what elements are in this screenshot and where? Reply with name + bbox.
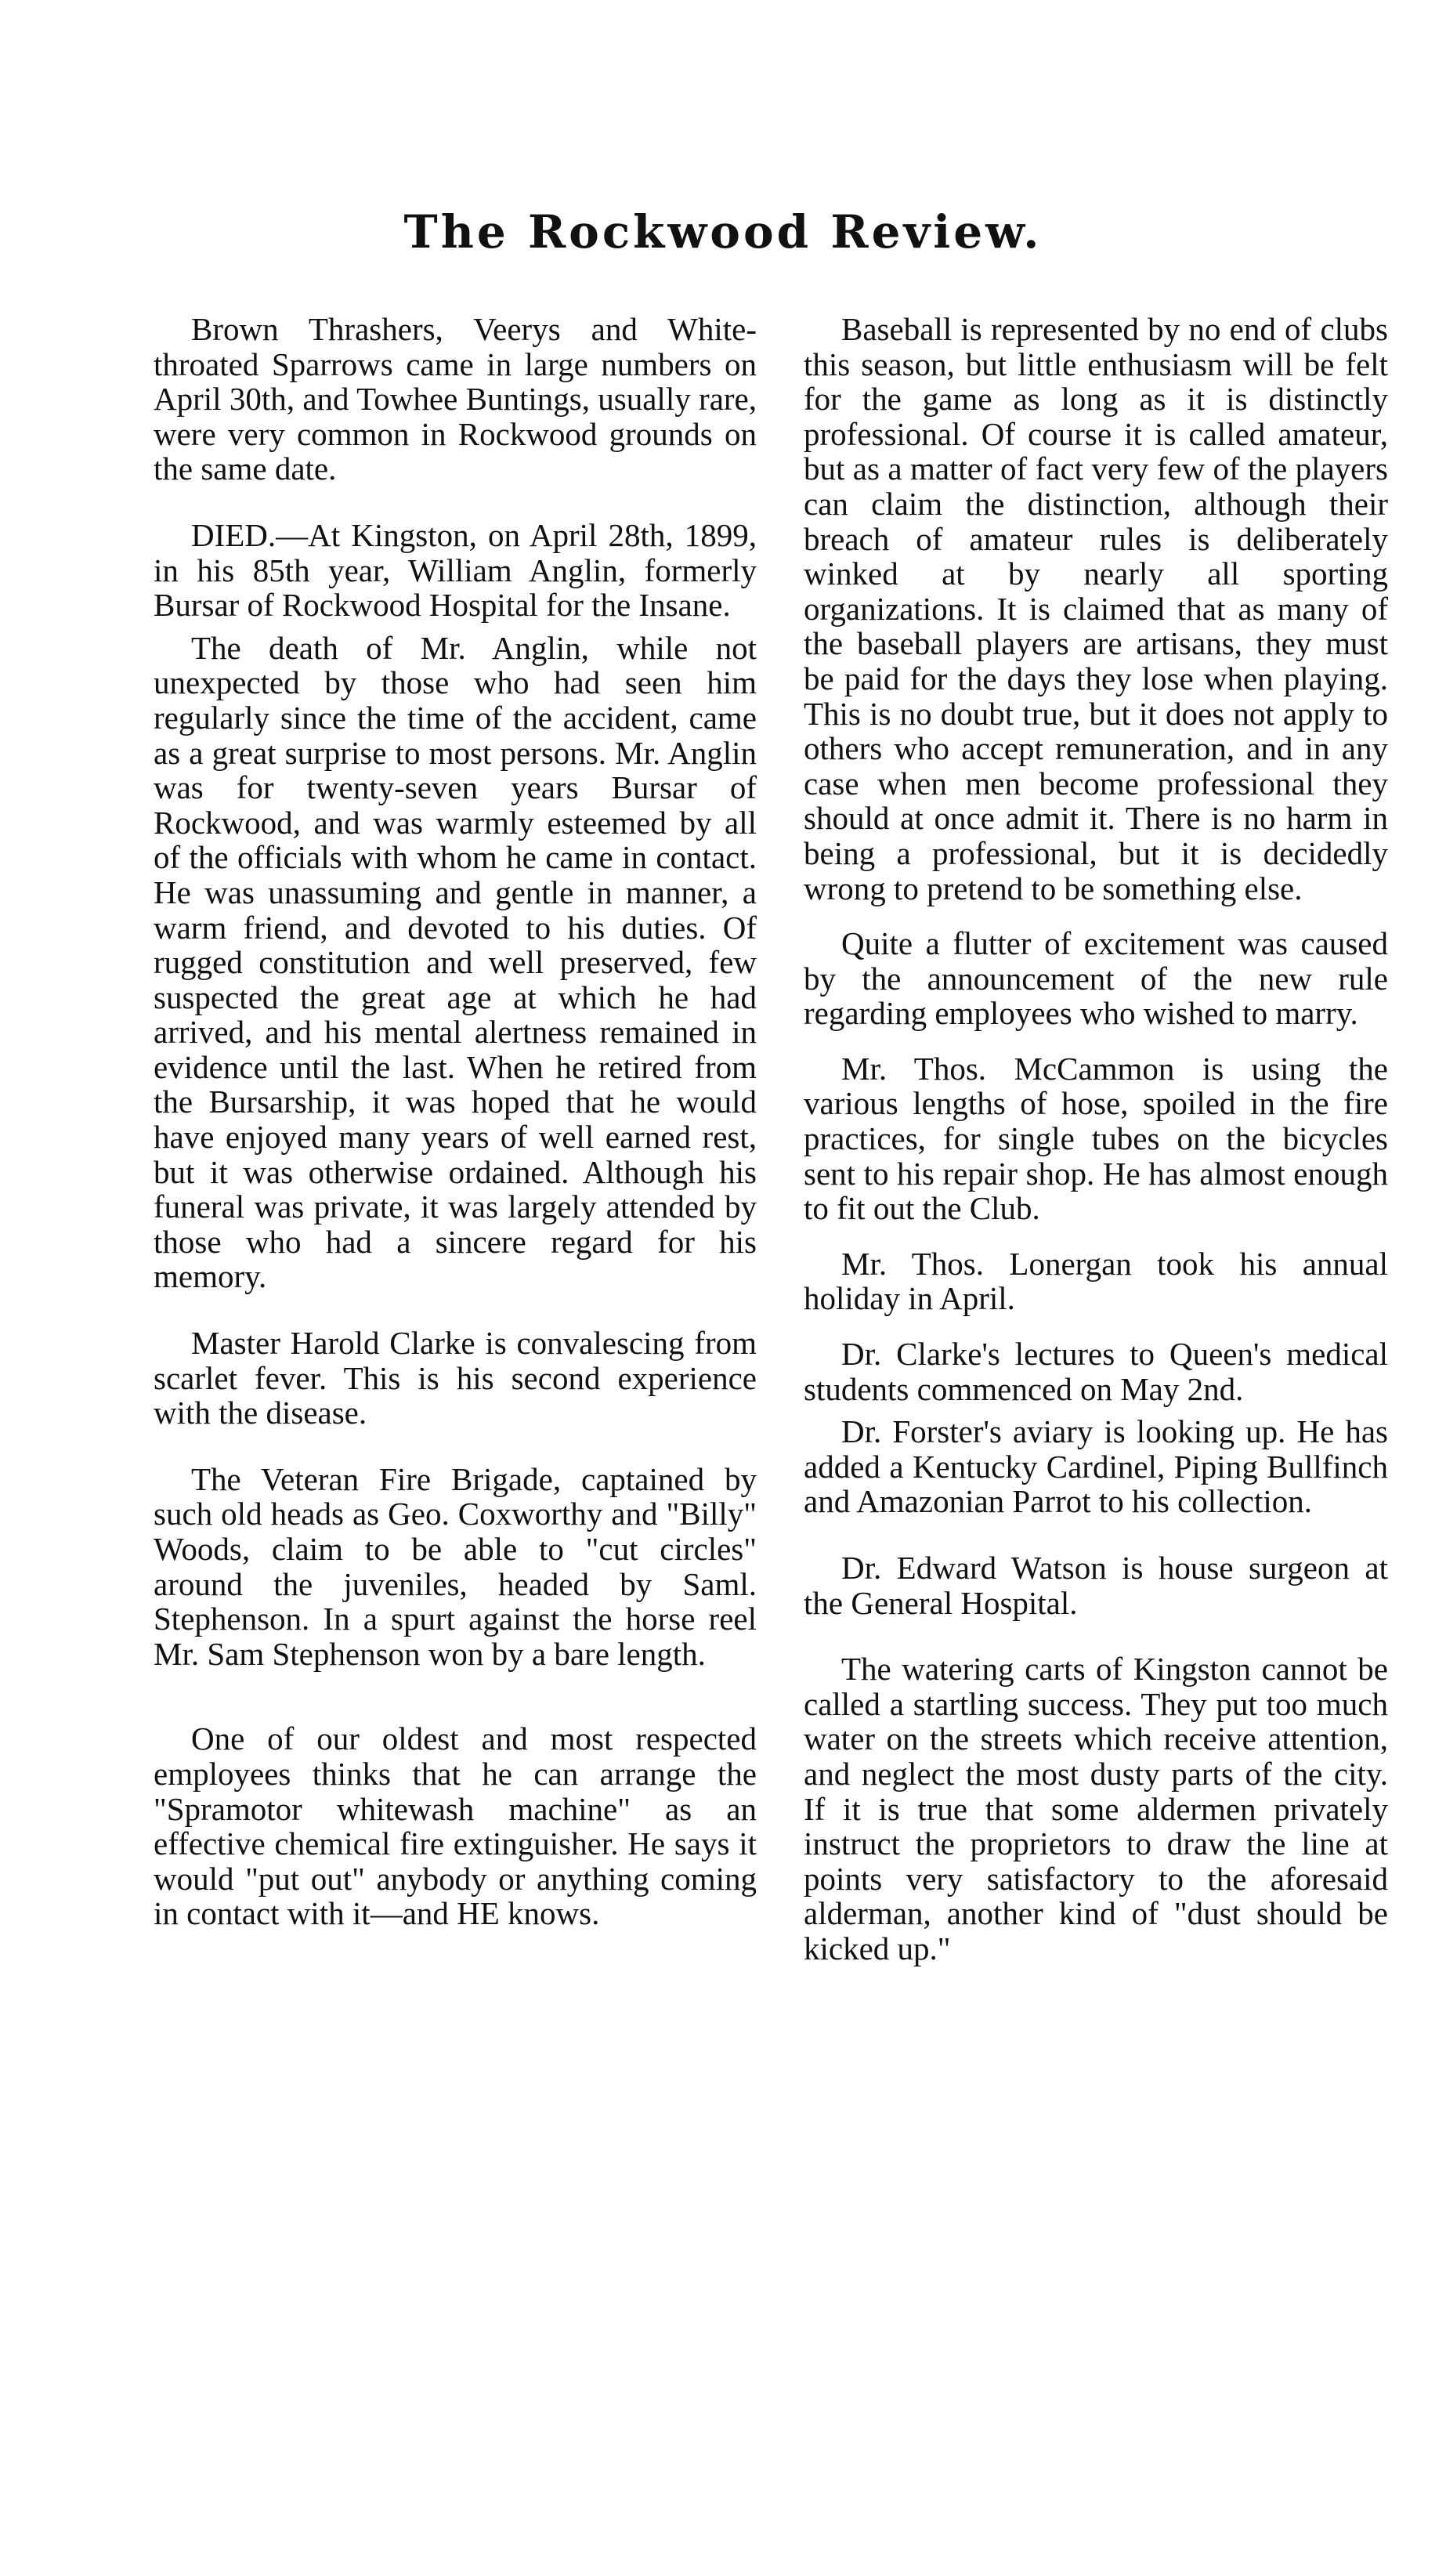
paragraph-spramotor: One of our oldest and most respected employees thinks that he can arrange the "Spramotor whitewash machine" as an effective chemical fire extinguisher. He says it would "put out" anybody or anything coming in contact with it—and HE knows. <box>154 1720 757 1932</box>
paragraph-lonergan: Mr. Thos. Lonergan took his annual holiday in April. <box>804 1245 1388 1317</box>
paragraph-marriage-rule: Quite a flutter of excitement was caused by the announcement of the new rule regarding employees who wished to marry. <box>804 925 1388 1032</box>
paragraph-aviary: Dr. Forster's aviary is looking up. He has added a Kentucky Cardinel, Piping Bullfinch and Amazonian Parrot to his collection. <box>804 1413 1388 1520</box>
paragraph-fire-brigade: The Veteran Fire Brigade, captained by such old heads as Geo. Coxworthy and "Billy" Woods, claim to be able to "cut circles" around the juveniles, headed by Saml. Stephenson. In a spurt against the horse reel Mr. Sam Stephenson won by a bare length. <box>154 1460 757 1672</box>
masthead-title: The Rockwood Review. <box>403 205 1043 259</box>
right-column <box>804 312 1388 1966</box>
paragraph-anglin-tribute: The death of Mr. Anglin, while not unexpected by those who had seen him regularly since the time of the accident, came as a great surprise to most persons. Mr. Anglin was for twenty-seven years Bursar of Rockwood, and was warmly esteemed by all of the officials with whom he came in contact. He was unassuming and gentle in manner, a warm friend, and devoted to his duties. Of rugged constitution and well preserved, few suspected the great age at which he had arrived, and his mental alertness remained in evidence until the last. When he retired from the Bursarship, it was hoped that he would have enjoyed many years of well earned rest, but it was otherwise ordained. Although his funeral was private, it was largely attended by those who had a sincere regard for his memory. <box>154 629 757 1295</box>
paragraph-watering-carts: The watering carts of Kingston cannot be called a startling success. They put too much water on the streets which receive attention, and neglect the most dusty parts of the city. If it is true that some aldermen privately instruct the proprietors to draw the line at points very satisfactory to the aforesaid alderman, another kind of "dust should be kicked up." <box>804 1651 1388 1966</box>
paragraph-clarke-lectures: Dr. Clarke's lectures to Queen's medical students commenced on May 2nd. <box>804 1336 1388 1407</box>
left-column <box>154 312 757 1931</box>
paragraph-birds: Brown Thrashers, Veerys and White-throated Sparrows came in large numbers on April 30th, and Towhee Buntings, usually rare, were very common in Rockwood grounds on the same date. <box>154 311 757 487</box>
paragraph-watson: Dr. Edward Watson is house surgeon at the General Hospital. <box>804 1550 1388 1621</box>
paragraph-obituary-notice: DIED.—At Kingston, on April 28th, 1899, in his 85th year, William Anglin, formerly Bursar of Rockwood Hospital for the Insane. <box>154 516 757 624</box>
paragraph-mccammon: Mr. Thos. McCammon is using the various lengths of hose, spoiled in the fire practices, for single tubes on the bicycles sent to his repair shop. He has almost enough to fit out the Club. <box>804 1050 1388 1227</box>
paragraph-harold-clarke: Master Harold Clarke is convalescing from scarlet fever. This is his second experience with the disease. <box>154 1325 757 1431</box>
paragraph-baseball: Baseball is represented by no end of clubs this season, but little enthusiasm will be felt for the game as long as it is distinctly professional. Of course it is called amateur, but as a matter of fact very few of the players can claim the distinction, although their breach of amateur rules is deliberately winked at by nearly all sporting organizations. It is claimed that as many of the baseball players are artisans, they must be paid for the days they lose when playing. This is no doubt true, but it does not apply to others who accept remuneration, and in any case when men become professional they should at once admit it. There is no harm in being a professional, but it is decidedly wrong to pretend to be something else. <box>804 311 1388 906</box>
